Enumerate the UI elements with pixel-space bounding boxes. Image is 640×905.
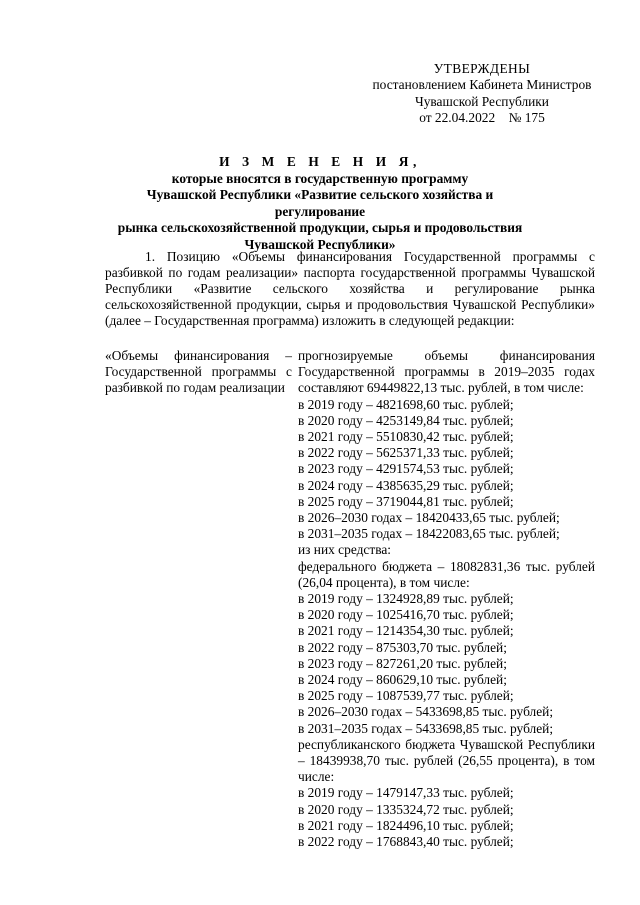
year-amount-item: в 2023 году – 4291574,53 тыс. рублей; (298, 461, 514, 477)
approval-title: УТВЕРЖДЕНЫ (433, 61, 531, 76)
year-amount-item: в 2019 году – 1324928,89 тыс. рублей; (298, 591, 514, 607)
approval-date-number: от 22.04.2022 № 175 (419, 109, 545, 125)
year-amount-item: в 2021 году – 1824496,10 тыс. рублей; (298, 817, 514, 833)
document-title: И З М Е Н Е Н И Я, (219, 154, 421, 169)
federal-years-list (298, 591, 595, 737)
year-amount-item: в 2019 году – 1479147,33 тыс. рублей; (298, 785, 514, 801)
year-amount-item: в 2026–2030 годах – 18420433,65 тыс. рублей; (298, 510, 560, 526)
year-amount-item: в 2020 году – 1335324,72 тыс. рублей; (298, 801, 514, 817)
year-amount-item: в 2022 году – 5625371,33 тыс. рублей; (298, 445, 514, 461)
year-amount-item: в 2021 году – 1214354,30 тыс. рублей; (298, 623, 514, 639)
funding-intro: прогнозируемые объемы финансирования Государственной программы в 2019–2035 годах составляют 69449822,13 тыс. рублей, в том числе: (298, 348, 595, 396)
year-amount-item: в 2025 году – 1087539,77 тыс. рублей; (298, 688, 514, 704)
year-amount-item: в 2024 году – 4385635,29 тыс. рублей; (298, 477, 514, 493)
republic-years-list (298, 785, 595, 850)
year-amount-item: в 2031–2035 годах – 18422083,65 тыс. рублей; (298, 526, 560, 542)
year-amount-item: в 2020 году – 4253149,84 тыс. рублей; (298, 412, 514, 428)
year-amount-item: в 2022 году – 1768843,40 тыс. рублей; (298, 834, 514, 850)
year-amount-item: в 2019 году – 4821698,60 тыс. рублей; (298, 396, 514, 412)
year-amount-item: в 2021 году – 5510830,42 тыс. рублей; (298, 429, 514, 445)
document-subtitle-line: Чувашской Республики «Развитие сельского хозяйства и регулирование (146, 187, 494, 219)
of-which-label: из них средства: (298, 542, 392, 558)
year-amount-item: в 2026–2030 годах – 5433698,85 тыс. рублей; (298, 704, 554, 720)
federal-intro: федерального бюджета – 18082831,36 тыс. рублей (26,04 процента), в том числе: (298, 558, 595, 590)
approval-line: Чувашской Республики (415, 93, 549, 109)
table-left-cell: «Объемы финансирования – Государственной программы с разбивкой по годам реализации (105, 348, 292, 396)
table-right-cell (298, 348, 595, 850)
total-years-list (298, 397, 595, 543)
approval-line: постановлением Кабинета Министров (372, 77, 592, 93)
year-amount-item: в 2022 году – 875303,70 тыс. рублей; (298, 639, 507, 655)
year-amount-item: в 2020 году – 1025416,70 тыс. рублей; (298, 607, 514, 623)
document-subtitle-line: которые вносятся в государственную программу (171, 170, 469, 186)
document-heading (110, 154, 530, 254)
approval-stamp (362, 61, 602, 126)
year-amount-item: в 2024 году – 860629,10 тыс. рублей; (298, 672, 507, 688)
republic-intro: республиканского бюджета Чувашской Республики – 18439938,70 тыс. рублей (26,55 процента), в том числе: (298, 736, 595, 785)
year-amount-item: в 2023 году – 827261,20 тыс. рублей; (298, 655, 507, 671)
year-amount-item: в 2025 году – 3719044,81 тыс. рублей; (298, 493, 514, 509)
body-paragraph: 1. Позицию «Объемы финансирования Государственной программы с разбивкой по годам реализации» паспорта государственной программы Чувашской Республики «Развитие сельского хозяйства и регулирование рынка сельскохозяйственной продукции, сырья и продовольствия Чувашской Республики» (далее – Государственная программа) изложить в следующей редакции: (105, 249, 595, 329)
year-amount-item: в 2031–2035 годах – 5433698,85 тыс. рублей; (298, 720, 554, 736)
document-subtitle-line: рынка сельскохозяйственной продукции, сырья и продовольствия (117, 220, 523, 236)
document-subtitle-line: Чувашской Республики» (244, 236, 396, 252)
